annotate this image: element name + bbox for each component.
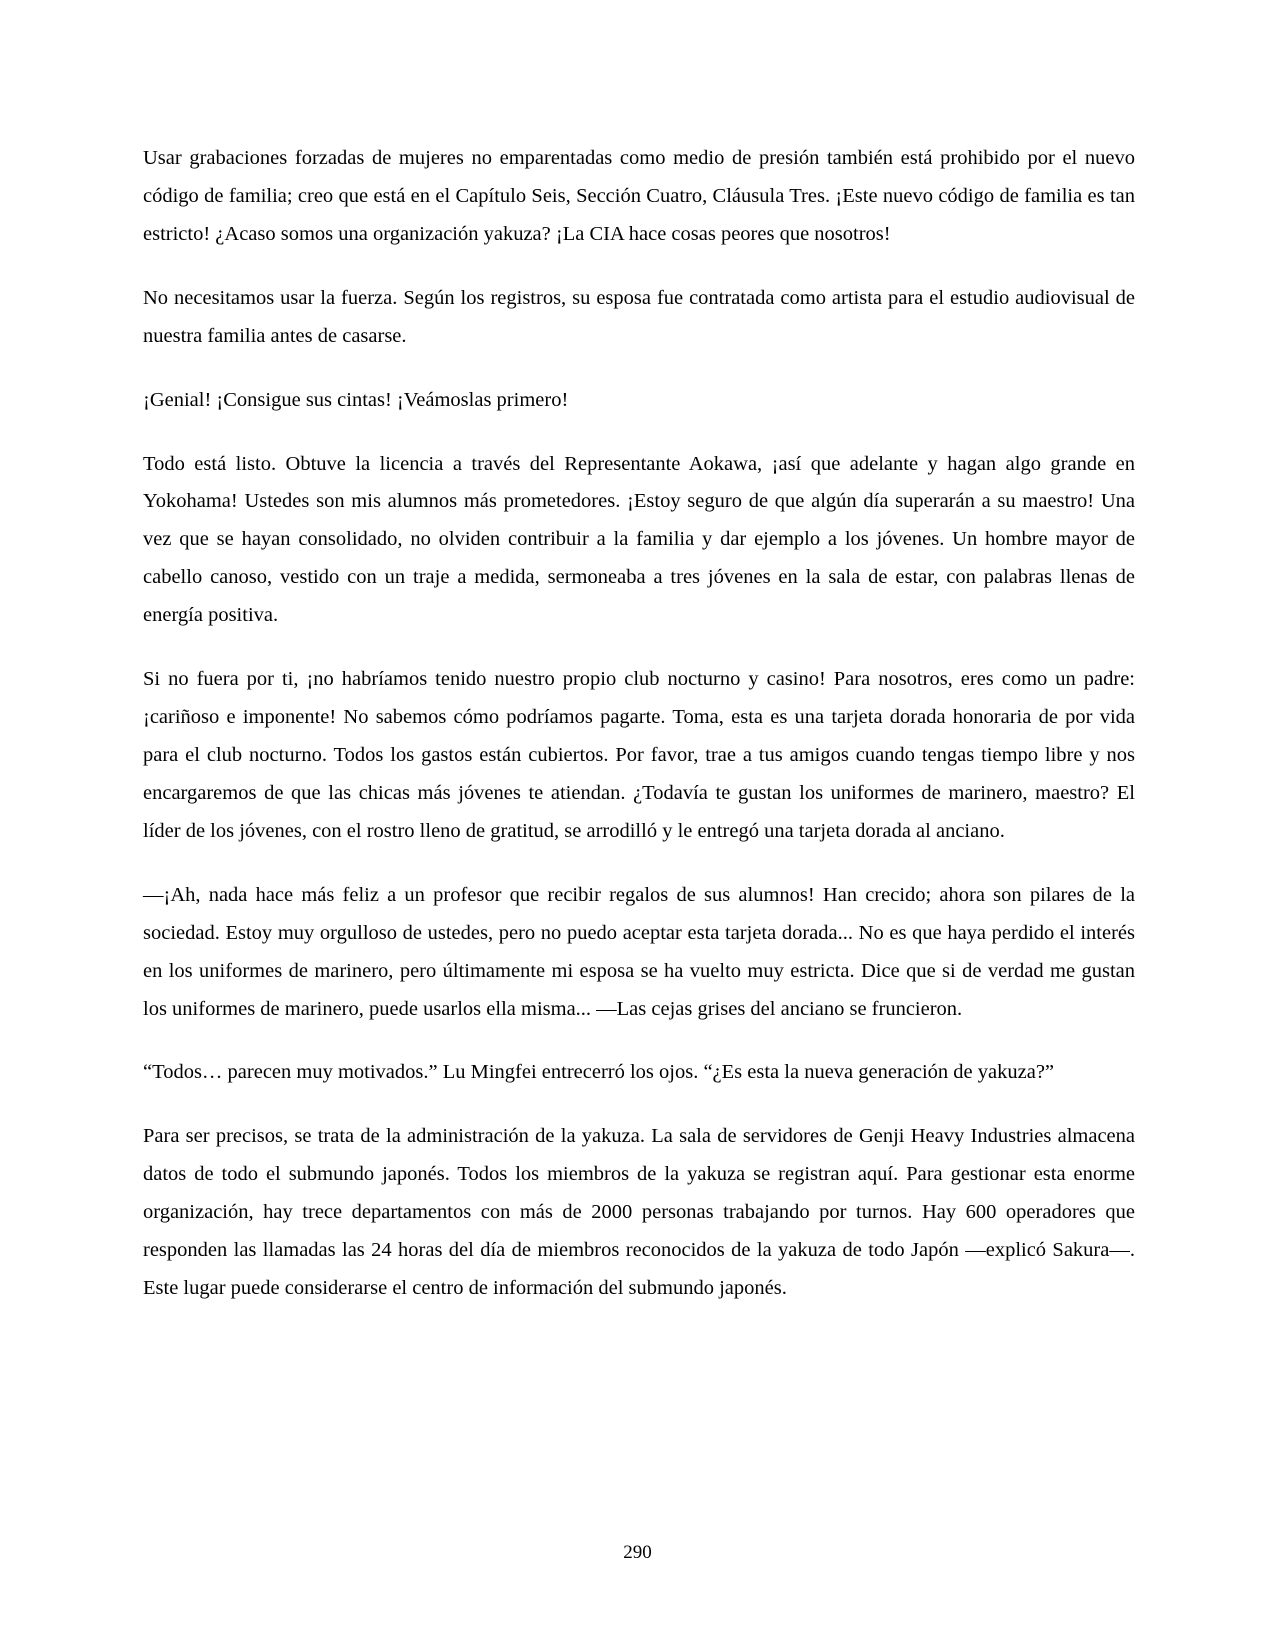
paragraph: No necesitamos usar la fuerza. Según los registros, su esposa fue contratada como artista para el estudio audiovisual de nuestra familia antes de casarse. [143,286,1135,347]
paragraph: Todo está listo. Obtuve la licencia a través del Representante Aokawa, ¡así que adelante y hagan algo grande en Yokohama! Ustedes son mis alumnos más prometedores. ¡Estoy seguro de que algún día superarán a su maestro! Una vez que se hayan consolidado, no olviden contribuir a la familia y dar ejemplo a los jóvenes. Un hombre mayor de cabello canoso, vestido con un traje a medida, sermoneaba a tres jóvenes en la sala de estar, con palabras llenas de energía positiva. [143,452,1135,627]
paragraph: Si no fuera por ti, ¡no habríamos tenido nuestro propio club nocturno y casino! Para nosotros, eres como un padre: ¡cariñoso e imponente! No sabemos cómo podríamos pagarte. Toma, esta es una tarjeta dorada honoraria de por vida para el club nocturno. Todos los gastos están cubiertos. Por favor, trae a tus amigos cuando tengas tiempo libre y nos encargaremos de que las chicas más jóvenes te atiendan. ¿Todavía te gustan los uniformes de marinero, maestro? El líder de los jóvenes, con el rostro lleno de gratitud, se arrodilló y le entregó una tarjeta dorada al anciano. [143,668,1135,842]
paragraph: —¡Ah, nada hace más feliz a un profesor que recibir regalos de sus alumnos! Han crecido; ahora son pilares de la sociedad. Estoy muy orgulloso de ustedes, pero no puedo aceptar esta tarjeta dorada... No es que haya perdido el interés en los uniformes de marinero, pero últimamente mi esposa se ha vuelto muy estricta. Dice que si de verdad me gustan los uniformes de marinero, puede usarlos ella misma... —Las cejas grises del anciano se fruncieron. [143,883,1135,1020]
paragraph: Para ser precisos, se trata de la administración de la yakuza. La sala de servidores de Genji Heavy Industries almacena datos de todo el submundo japonés. Todos los miembros de la yakuza se registran aquí. Para gestionar esta enorme organización, hay trece departamentos con más de 2000 personas trabajando por turnos. Hay 600 operadores que responden las llamadas las 24 horas del día de miembros reconocidos de la yakuza de todo Japón —explicó Sakura—. Este lugar puede considerarse el centro de información del submundo japonés. [143,1125,1135,1300]
paragraph: ¡Genial! ¡Consigue sus cintas! ¡Veámoslas primero! [143,388,569,411]
paragraph: “Todos… parecen muy motivados.” Lu Mingfei entrecerró los ojos. “¿Es esta la nueva generación de yakuza?” [143,1061,1055,1084]
paragraph: Usar grabaciones forzadas de mujeres no emparentadas como medio de presión también está prohibido por el nuevo código de familia; creo que está en el Capítulo Seis, Sección Cuatro, Cláusula Tres. ¡Este nuevo código de familia es tan estricto! ¿Acaso somos una organización yakuza? ¡La CIA hace cosas peores que nosotros! [143,147,1135,245]
page-number: 290 [623,1542,652,1563]
